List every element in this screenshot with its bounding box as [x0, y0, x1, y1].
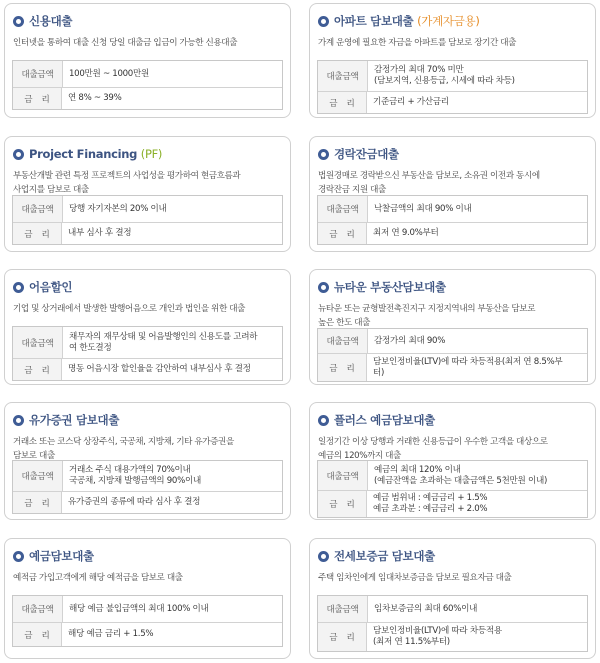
rate-value: 명동 어음시장 할인율을 감안하여 내부심사 후 결정 [68, 364, 251, 374]
rate-value: 담보인정비율(LTV)에 따라 차등적용(최저 연 8.5%부 터) [373, 356, 563, 378]
loan-card-project-financing [4, 136, 291, 252]
loan-terms-table [12, 595, 283, 647]
amount-label: 대출금액 [13, 327, 63, 358]
bullet-icon [318, 16, 329, 27]
amount-value: 100만원 ~ 1000만원 [69, 68, 149, 79]
amount-value: 감정가의 최대 90% [374, 335, 446, 346]
amount-label: 대출금액 [13, 196, 63, 222]
rate-label: 금리 [13, 359, 62, 380]
amount-row [318, 196, 587, 222]
rate-label: 금리 [13, 223, 62, 244]
amount-label: 대출금액 [318, 596, 368, 622]
amount-value: 당행 자기자본의 20% 이내 [69, 203, 167, 214]
rate-value: 유가증권의 종류에 따라 심사 후 결정 [68, 497, 201, 507]
bullet-icon [318, 149, 329, 160]
rate-label: 금리 [318, 92, 367, 113]
loan-terms-table [317, 595, 588, 652]
card-title: 전세보증금 담보대출 [334, 549, 435, 563]
amount-value: 임차보증금의 최대 60%이내 [374, 603, 478, 614]
rate-value: 최저 연 9.0%부터 [373, 228, 439, 238]
card-title: Project Financing (PF) [29, 147, 163, 161]
rate-row [13, 87, 282, 109]
loan-card-apartment [309, 3, 596, 118]
amount-value: 예금의 최대 120% 이내 (예금잔액을 초과하는 대출금액은 5천만원 이내) [374, 464, 548, 486]
loan-card-bill-discount [4, 269, 291, 385]
rate-row [318, 222, 587, 244]
rate-value: 해당 예금 금리 + 1.5% [68, 629, 154, 639]
rate-label: 금리 [13, 88, 62, 109]
loan-card-auction [309, 136, 596, 252]
rate-row [13, 622, 282, 646]
loan-terms-table [317, 460, 588, 518]
card-description: 예적금 가입고객에게 해당 예적금을 담보로 대출 [13, 573, 183, 583]
amount-value: 채무자의 재무상태 및 어음발행인의 신용도를 고려하 여 한도결정 [69, 331, 258, 353]
card-description: 일정기간 이상 당행과 거래한 신용등급이 우수한 고객을 대상으로 예금의 120%까지 대출 [318, 437, 548, 461]
rate-row [318, 490, 587, 517]
amount-label: 대출금액 [13, 461, 63, 491]
amount-label: 대출금액 [318, 461, 368, 490]
amount-row [318, 329, 587, 353]
card-description: 기업 및 상거래에서 발생한 발행어음으로 개인과 법인을 위한 대출 [13, 304, 245, 314]
card-title: 경락잔금대출 [334, 147, 399, 161]
rate-label: 금리 [318, 223, 367, 244]
amount-row [13, 61, 282, 87]
amount-row [318, 61, 587, 91]
card-title: 플러스 예금담보대출 [334, 413, 435, 427]
card-title: 유가증권 담보대출 [29, 413, 120, 427]
rate-row [13, 491, 282, 513]
rate-label: 금리 [13, 492, 62, 513]
loan-card-securities [4, 402, 291, 520]
loan-terms-table [12, 326, 283, 381]
card-description: 부동산개발 관련 특정 프로젝트의 사업성을 평가하여 현금흐름과 사업지를 담보로 대출 [13, 171, 241, 195]
loan-terms-table [12, 460, 283, 514]
loan-terms-table [317, 60, 588, 114]
rate-label: 금리 [318, 491, 367, 517]
amount-row [13, 327, 282, 358]
amount-value: 해당 예금 불입금액의 최대 100% 이내 [69, 603, 209, 614]
bullet-icon [13, 415, 24, 426]
rate-row [13, 222, 282, 244]
amount-label: 대출금액 [13, 596, 63, 622]
card-title: 예금담보대출 [29, 549, 94, 563]
card-description: 주택 임차인에게 임대차보증금을 담보로 필요자금 대출 [318, 573, 512, 583]
loan-terms-table [12, 60, 283, 110]
bullet-icon [13, 16, 24, 27]
loan-card-newtown [309, 269, 596, 385]
loan-terms-table [317, 328, 588, 382]
bullet-icon [13, 551, 24, 562]
amount-row [13, 461, 282, 491]
loan-card-credit [4, 3, 291, 118]
loan-terms-table [317, 195, 588, 245]
card-title: 아파트 담보대출 (가계자금용) [334, 14, 480, 28]
rate-label: 금리 [13, 623, 62, 646]
card-title: 뉴타운 부동산담보대출 [334, 280, 446, 294]
rate-value: 예금 범위내 : 예금금리 + 1.5% 예금 초과분 : 예금금리 + 2.0% [373, 493, 488, 514]
amount-row [13, 196, 282, 222]
bullet-icon [318, 282, 329, 293]
rate-row [318, 91, 587, 113]
rate-row [318, 622, 587, 651]
rate-value: 연 8% ~ 39% [68, 93, 122, 103]
loan-card-deposit [4, 538, 291, 659]
amount-label: 대출금액 [318, 61, 368, 91]
rate-label: 금리 [318, 354, 367, 381]
card-description: 가계 운영에 필요한 자금을 아파트를 담보로 장기간 대출 [318, 38, 517, 48]
amount-row [13, 596, 282, 622]
bullet-icon [318, 551, 329, 562]
amount-value: 거래소 주식 대용가액의 70%이내 국공채, 지방채 발행금액의 90%이내 [69, 465, 201, 486]
card-description: 뉴타운 또는 균형발전촉진지구 지정지역내의 부동산을 담보로 높은 한도 대출 [318, 304, 536, 328]
card-title: 어음할인 [29, 280, 73, 294]
amount-label: 대출금액 [318, 329, 368, 353]
card-description: 인터넷을 통하여 대출 신청 당일 대출금 입금이 가능한 신용대출 [13, 38, 238, 48]
loan-card-plus-deposit [309, 402, 596, 520]
loan-card-jeonse [309, 538, 596, 659]
amount-row [318, 596, 587, 622]
card-description: 법원경매로 경락받으신 부동산을 담보로, 소유권 이전과 동시에 경락잔금 지원 대출 [318, 171, 540, 195]
rate-value: 기준금리 + 가산금리 [373, 97, 449, 107]
bullet-icon [13, 149, 24, 160]
rate-value: 담보인정비율(LTV)에 따라 차등적용 (최저 연 11.5%부터) [373, 626, 502, 647]
amount-row [318, 461, 587, 490]
amount-label: 대출금액 [13, 61, 63, 87]
bullet-icon [318, 415, 329, 426]
card-title: 신용대출 [29, 14, 73, 28]
rate-value: 내부 심사 후 결정 [68, 228, 132, 238]
rate-row [13, 358, 282, 380]
rate-row [318, 353, 587, 381]
rate-label: 금리 [318, 623, 367, 651]
amount-value: 낙찰금액의 최대 90% 이내 [374, 203, 472, 214]
card-description: 거래소 또는 코스닥 상장주식, 국공채, 지방채, 기타 유가증권을 담보로 대출 [13, 437, 234, 461]
loan-terms-table [12, 195, 283, 245]
amount-value: 감정가의 최대 70% 미만 (담보지역, 신용등급, 시세에 따라 차등) [374, 65, 515, 86]
amount-label: 대출금액 [318, 196, 368, 222]
bullet-icon [13, 282, 24, 293]
